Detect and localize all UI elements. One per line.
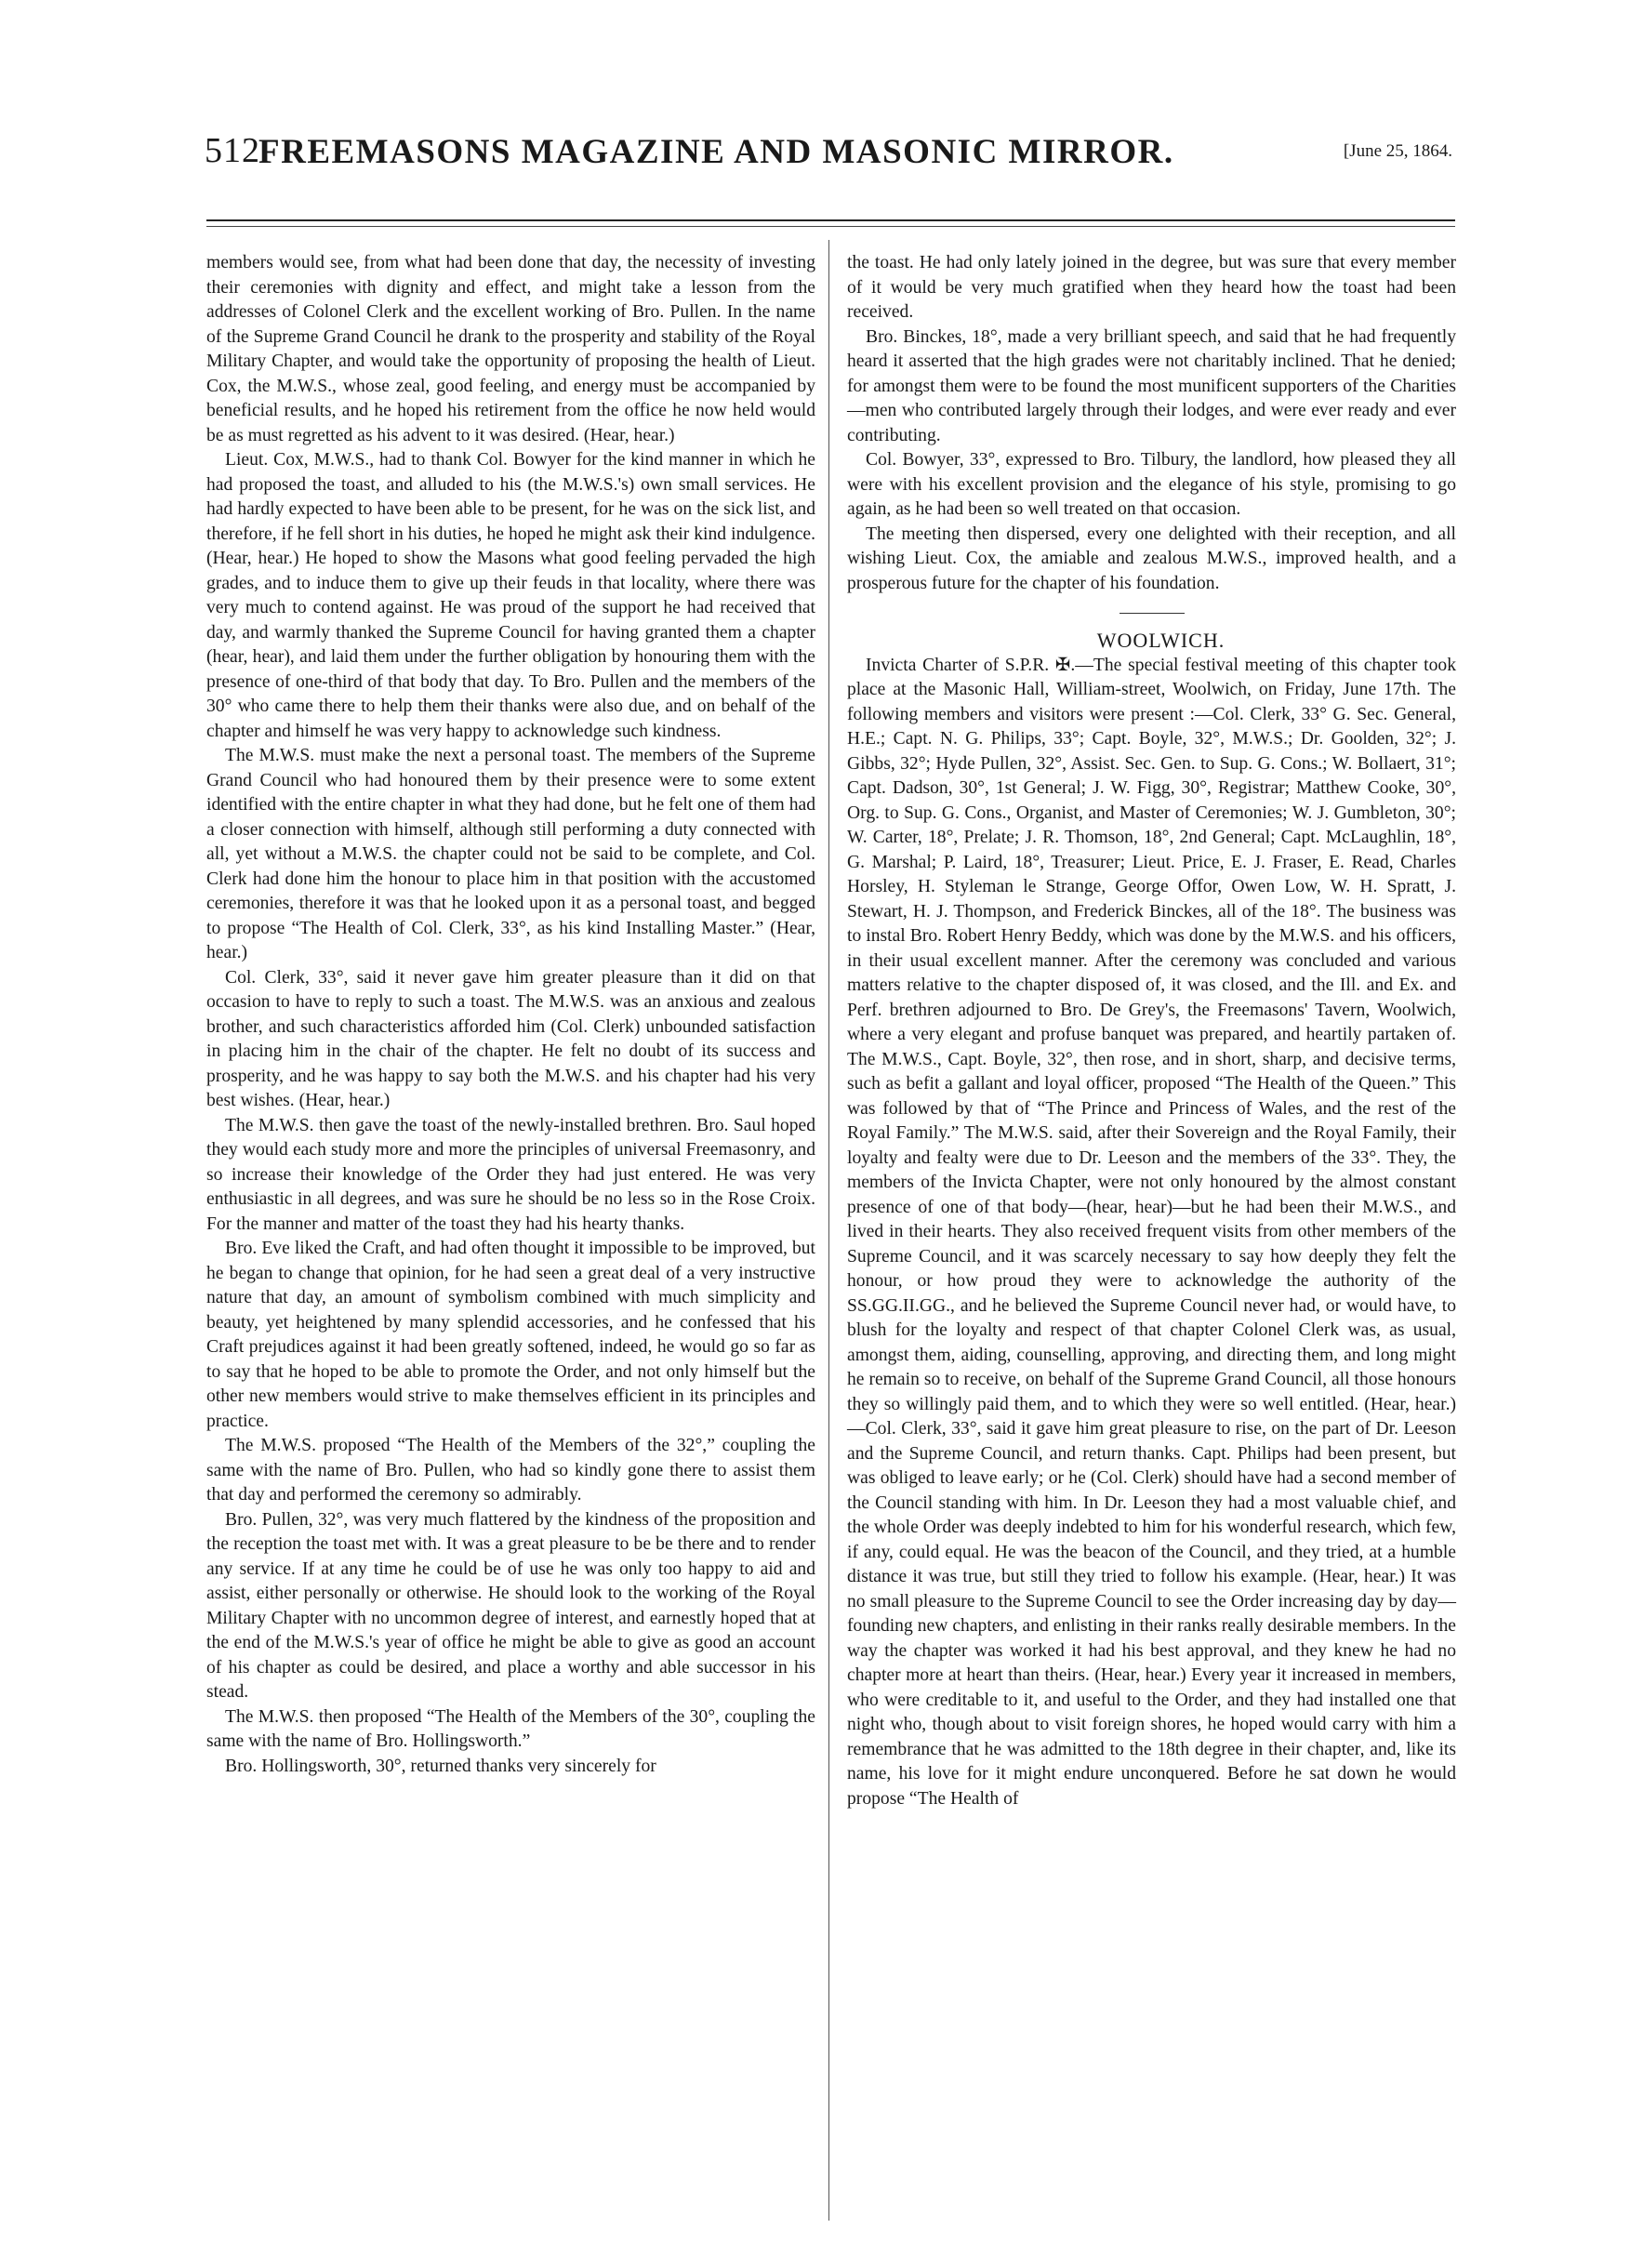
masthead: [205, 128, 1460, 184]
paragraph: Bro. Eve liked the Craft, and had often thought it impossible to be improved, but he began to change that opinion, for he had seen a great deal of a very instructive nature that day, an amount of symbolism combined with much simplicity and beauty, yet heightened by many splendid accessories, and he confessed that his Craft prejudices against it had been greatly softened, indeed, he would go so far as to say that he hoped to be able to promote the Order, and not only himself but the other new members would strive to make themselves efficient in its principles and practice.: [206, 1239, 815, 1431]
paragraph: Bro. Pullen, 32°, was very much flattered by the kindness of the proposition and the reception the toast met with. It was a great pleasure to be be there and to render any service. If at any time he could be of use he was only too happy to aid and assist, either personally or otherwise. He should look to the working of the Royal Military Chapter with no uncommon degree of interest, and earnestly hoped that at the end of the M.W.S.'s year of office he might be able to give as good an account of his chapter as could be desired, and place a worthy and able successor in his stead.: [206, 1509, 815, 1702]
paragraph: Invicta Charter of S.P.R. ✠.—The special festival meeting of this chapter took place at the Masonic Hall, William-street, Woolwich, on Friday, June 17th. The following members and visitors were present :—Col. Clerk, 33° G. Sec. General, H.E.; Capt. N. G. Philips, 33°; Capt. Boyle, 32°, M.W.S.; Dr. Goolden, 32°; J. Gibbs, 32°; Hyde Pullen, 32°, Assist. Sec. Gen. to Sup. G. Cons.; W. Bollaert, 31°; Capt. Dadson, 30°, 1st General; J. W. Figg, 30°, Registrar; Matthew Cooke, 30°, Org. to Sup. G. Cons., Organist, and Master of Ceremonies; W. J. Gumbleton, 30°; W. Carter, 18°, Prelate; J. R. Thomson, 18°, 2nd General; Capt. McLaughlin, 18°, G. Marshal; P. Laird, 18°, Treasurer; Lieut. Price, E. J. Fraser, E. Read, Charles Horsley, H. Styleman le Strange, George Offor, Owen Low, W. H. Spratt, J. Stewart, H. J. Thompson, and Frederick Binckes, all of the 18°. The business was to instal Bro. Robert Henry Beddy, which was done by the M.W.S. and his officers, in their usual excellent manner. After the ceremony was concluded and various matters relative to the chapter disposed of, it was closed, and the Ill. and Ex. and Perf. brethren adjourned to Bro. De Grey's, the Freemasons' Tavern, Woolwich, where a very elegant and profuse banquet was prepared, and heartily partaken of. The M.W.S., Capt. Boyle, 32°, then rose, and in short, sharp, and decisive terms, such as befit a gallant and loyal officer, proposed “The Health of the Queen.” This was followed by that of “The Prince and Princess of Wales, and the rest of the Royal Family.” The M.W.S. said, after their Sovereign and the Royal Family, their loyalty and fealty were due to Dr. Leeson and the members of the 33°. They, the members of the Invicta Chapter, were not only honoured by the almost constant presence of one of that body—(hear, hear)—but he had been their M.W.S., and lived in their hearts. They also received frequent visits from other members of the Supreme Council, and it was scarcely necessary to say how deeply they felt the honour, or how proud they were to acknowledge the authority of the SS.GG.II.GG., and he believed the Supreme Council never had, or would have, to blush for the loyalty and respect of that chapter Colonel Clerk was, as usual, amongst them, aiding, counselling, approving, and directing them, and long might he remain so to receive, on behalf of the Supreme Grand Council, all those honours they so willingly paid them, and to which they were so well entitled. (Hear, hear.)—Col. Clerk, 33°, said it gave him great pleasure to rise, on the part of Dr. Leeson and the Supreme Council, and return thanks. Capt. Philips had been present, but was obliged to leave early; or he (Col. Clerk) should have had a second member of the Council standing with him. In Dr. Leeson they had a most valuable chief, and the whole Order was deeply indebted to him for his wonderful research, which few, if any, could equal. He was the beacon of the Council, and they tried, at a humble distance it was true, but still they tried to follow his example. (Hear, hear.) It was no small pleasure to the Supreme Council to see the Order increasing day by day—founding new chapters, and enlisting in their ranks really desirable members. In the way the chapter was worked it had his best approval, and they knew he had no chapter more at heart than theirs. (Hear, hear.) Every year it increased in members, who were creditable to it, and useful to the Order, and they had installed one that night who, though about to visit foreign shores, he hoped would carry with him a remembrance that he was admitted to the 18th degree in their chapter, and, like its name, his love for it might endure unconquered. Before he sat down he would propose “The Health of: [847, 655, 1456, 1809]
paragraph: Col. Bowyer, 33°, expressed to Bro. Tilbury, the landlord, how pleased they all were with his excellent provision and the elegance of his style, promising to go again, as he had been so well treated on that occasion.: [847, 450, 1456, 519]
column-divider: [828, 240, 829, 2221]
header-rule-thin: [206, 226, 1455, 227]
paragraph: the toast. He had only lately joined in the degree, but was sure that every member of it would be very much gratified when they heard how the toast had been received.: [847, 253, 1456, 322]
paragraph: The M.W.S. then proposed “The Health of the Members of the 30°, coupling the same with the name of Bro. Hollingsworth.”: [206, 1706, 815, 1751]
paragraph: members would see, from what had been done that day, the necessity of investing their ceremonies with dignity and effect, and might take a lesson from the addresses of Colonel Clerk and the excellent working of Bro. Pullen. In the name of the Supreme Grand Council he drank to the prosperity and stability of the Royal Military Chapter, and would take the opportunity of proposing the health of Lieut. Cox, the M.W.S., whose zeal, good feeling, and energy must be accompanied by beneficial results, and he hoped his retirement from the office he now held would be as must regretted as his advent to it was desired. (Hear, hear.): [206, 253, 815, 445]
section-divider: [1120, 613, 1185, 614]
header-rule: [206, 219, 1455, 221]
right-column: [847, 251, 1456, 1811]
paragraph: Bro. Binckes, 18°, made a very brilliant speech, and said that he had frequently heard it asserted that the high grades were not charitably inclined. That he denied; for amongst them were to be found the most munificent supporters of the Charities—men who contributed largely through their lodges, and were ever ready and ever contributing.: [847, 326, 1456, 445]
paragraph: Bro. Hollingsworth, 30°, returned thanks very sincerely for: [225, 1756, 656, 1776]
magazine-title: FREEMASONS MAGAZINE AND MASONIC MIRROR.: [258, 133, 1174, 171]
paragraph: The M.W.S. must make the next a personal toast. The members of the Supreme Grand Council who had honoured them by their presence were to some extent identified with the entire chapter in what they had done, but he felt one of them had a closer connection with himself, although still performing a duty connected with all, yet without a M.W.S. the chapter could not be said to be complete, and Col. Clerk had done him the honour to place him in that position with the accustomed ceremonies, therefore it was that he looked upon it as a personal toast, and begged to propose “The Health of Col. Clerk, 33°, as his kind Installing Master.” (Hear, hear.): [206, 746, 815, 962]
section-heading: WOOLWICH.: [1096, 629, 1226, 652]
paragraph: Lieut. Cox, M.W.S., had to thank Col. Bowyer for the kind manner in which he had proposed the toast, and alluded to his (the M.W.S.'s) own small services. He had hardly expected to have been able to be present, for he was on the sick list, and therefore, if he fell short in his duties, he hoped he might ask their kind indulgence. (Hear, hear.) He hoped to show the Masons what good feeling pervaded the high grades, and to induce them to give up their feuds in that locality, where there was very much to contend against. He was proud of the support he had received that day, and warmly thanked the Supreme Council for having granted them a chapter (hear, hear), and laid them under the further obligation by honouring them with the presence of one-third of that body that day. To Bro. Pullen and the members of the 30° who came there to help them their thanks were also due, and on behalf of the chapter and himself he was very happy to acknowledge such kindness.: [206, 450, 815, 741]
left-column: [206, 251, 815, 1779]
paragraph: The M.W.S. proposed “The Health of the Members of the 32°,” coupling the same with the name of Bro. Pullen, who had so kindly gone there to assist them that day and performed the ceremony so admirably.: [206, 1436, 815, 1505]
paragraph: The M.W.S. then gave the toast of the newly-installed brethren. Bro. Saul hoped they would each study more and more the principles of universal Freemasonry, and so increase their knowledge of the Order they had just entered. He was very enthusiastic in all degrees, and was sure he should be no less so in the Rose Croix. For the manner and matter of the toast they had his hearty thanks.: [206, 1115, 815, 1234]
paragraph: Col. Clerk, 33°, said it never gave him greater pleasure than it did on that occasion to have to reply to such a toast. The M.W.S. was an anxious and zealous brother, and such characteristics afforded him (Col. Clerk) unbounded satisfaction in placing him in the chair of the chapter. He felt no doubt of its success and prosperity, and he was happy to say both the M.W.S. and his chapter had his very best wishes. (Hear, hear.): [206, 967, 815, 1110]
paragraph: The meeting then dispersed, every one delighted with their reception, and all wishing Lieut. Cox, the amiable and zealous M.W.S., improved health, and a prosperous future for the chapter of his foundation.: [847, 524, 1456, 593]
issue-date: [June 25, 1864.: [1343, 141, 1452, 161]
page-number: 512: [205, 131, 260, 170]
